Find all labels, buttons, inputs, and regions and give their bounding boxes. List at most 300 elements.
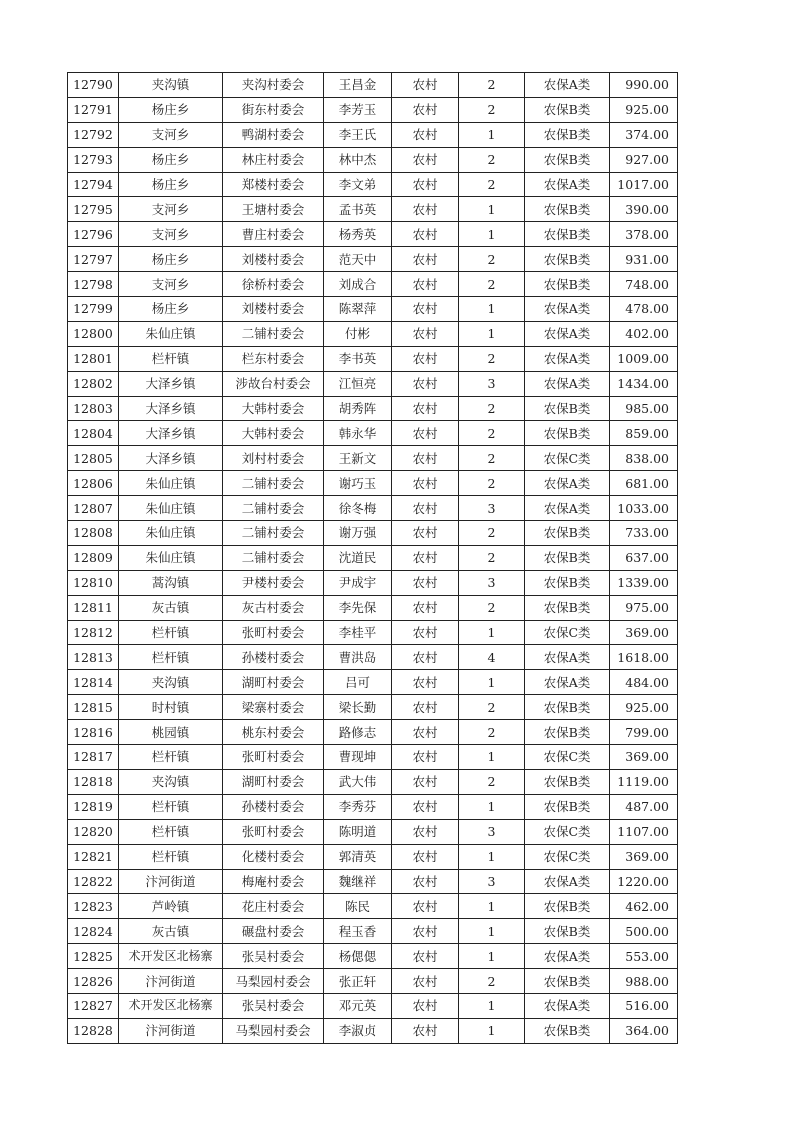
insurance-category-cell: 农保C类 <box>525 446 610 471</box>
household-count-cell: 2 <box>459 595 525 620</box>
table-row <box>68 769 678 794</box>
town-cell: 杨庄乡 <box>119 297 223 322</box>
village-committee-cell: 二铺村委会 <box>223 521 324 546</box>
village-committee-cell: 林庄村委会 <box>223 147 324 172</box>
amount-cell: 931.00 <box>610 247 678 272</box>
person-name-cell: 曹洪岛 <box>324 645 392 670</box>
area-type-cell: 农村 <box>392 969 459 994</box>
village-committee-cell: 梅庵村委会 <box>223 869 324 894</box>
insurance-category-cell: 农保B类 <box>525 247 610 272</box>
table-row <box>68 471 678 496</box>
person-name-cell: 邓元英 <box>324 993 392 1018</box>
household-count-cell: 1 <box>459 321 525 346</box>
person-name-cell: 谢万强 <box>324 521 392 546</box>
amount-cell: 1339.00 <box>610 570 678 595</box>
village-committee-cell: 徐桥村委会 <box>223 272 324 297</box>
person-name-cell: 范天中 <box>324 247 392 272</box>
amount-cell: 859.00 <box>610 421 678 446</box>
village-committee-cell: 花庄村委会 <box>223 894 324 919</box>
record-id-cell: 12815 <box>68 695 119 720</box>
household-count-cell: 1 <box>459 794 525 819</box>
town-cell: 栏杆镇 <box>119 844 223 869</box>
amount-cell: 1009.00 <box>610 346 678 371</box>
amount-cell: 462.00 <box>610 894 678 919</box>
village-committee-cell: 鸭湖村委会 <box>223 122 324 147</box>
person-name-cell: 李王氏 <box>324 122 392 147</box>
amount-cell: 925.00 <box>610 695 678 720</box>
area-type-cell: 农村 <box>392 496 459 521</box>
amount-cell: 369.00 <box>610 745 678 770</box>
table-row <box>68 969 678 994</box>
table-body <box>68 73 678 1044</box>
table-row <box>68 894 678 919</box>
person-name-cell: 李先保 <box>324 595 392 620</box>
table-row <box>68 844 678 869</box>
household-count-cell: 1 <box>459 197 525 222</box>
household-count-cell: 3 <box>459 371 525 396</box>
person-name-cell: 魏继祥 <box>324 869 392 894</box>
amount-cell: 1017.00 <box>610 172 678 197</box>
person-name-cell: 王新文 <box>324 446 392 471</box>
amount-cell: 1618.00 <box>610 645 678 670</box>
table-row <box>68 794 678 819</box>
household-count-cell: 2 <box>459 471 525 496</box>
household-count-cell: 2 <box>459 720 525 745</box>
table-row <box>68 97 678 122</box>
town-cell: 灰古镇 <box>119 595 223 620</box>
area-type-cell: 农村 <box>392 247 459 272</box>
area-type-cell: 农村 <box>392 570 459 595</box>
insurance-category-cell: 农保B类 <box>525 595 610 620</box>
table-row <box>68 545 678 570</box>
village-committee-cell: 孙楼村委会 <box>223 794 324 819</box>
amount-cell: 500.00 <box>610 919 678 944</box>
amount-cell: 516.00 <box>610 993 678 1018</box>
insurance-category-cell: 农保A类 <box>525 73 610 98</box>
village-committee-cell: 二铺村委会 <box>223 545 324 570</box>
record-id-cell: 12792 <box>68 122 119 147</box>
area-type-cell: 农村 <box>392 73 459 98</box>
insurance-category-cell: 农保B类 <box>525 197 610 222</box>
household-count-cell: 1 <box>459 894 525 919</box>
table-row <box>68 521 678 546</box>
area-type-cell: 农村 <box>392 769 459 794</box>
amount-cell: 369.00 <box>610 844 678 869</box>
household-count-cell: 2 <box>459 73 525 98</box>
area-type-cell: 农村 <box>392 670 459 695</box>
town-cell: 支河乡 <box>119 272 223 297</box>
household-count-cell: 1 <box>459 222 525 247</box>
household-count-cell: 2 <box>459 521 525 546</box>
village-committee-cell: 灰古村委会 <box>223 595 324 620</box>
person-name-cell: 张正轩 <box>324 969 392 994</box>
town-cell: 芦岭镇 <box>119 894 223 919</box>
record-id-cell: 12802 <box>68 371 119 396</box>
amount-cell: 1119.00 <box>610 769 678 794</box>
table-row <box>68 645 678 670</box>
record-id-cell: 12799 <box>68 297 119 322</box>
town-cell: 朱仙庄镇 <box>119 496 223 521</box>
town-cell: 大泽乡镇 <box>119 421 223 446</box>
table-row <box>68 993 678 1018</box>
area-type-cell: 农村 <box>392 545 459 570</box>
insurance-category-cell: 农保C类 <box>525 844 610 869</box>
village-committee-cell: 栏东村委会 <box>223 346 324 371</box>
household-count-cell: 2 <box>459 695 525 720</box>
household-count-cell: 1 <box>459 1018 525 1043</box>
area-type-cell: 农村 <box>392 620 459 645</box>
village-committee-cell: 刘村村委会 <box>223 446 324 471</box>
amount-cell: 988.00 <box>610 969 678 994</box>
village-committee-cell: 湖町村委会 <box>223 769 324 794</box>
person-name-cell: 程玉香 <box>324 919 392 944</box>
insurance-category-cell: 农保B类 <box>525 720 610 745</box>
person-name-cell: 路修志 <box>324 720 392 745</box>
record-id-cell: 12801 <box>68 346 119 371</box>
amount-cell: 369.00 <box>610 620 678 645</box>
insurance-category-cell: 农保A类 <box>525 993 610 1018</box>
person-name-cell: 郭清英 <box>324 844 392 869</box>
insurance-category-cell: 农保B类 <box>525 396 610 421</box>
household-count-cell: 1 <box>459 297 525 322</box>
insurance-category-cell: 农保A类 <box>525 172 610 197</box>
person-name-cell: 孟书英 <box>324 197 392 222</box>
area-type-cell: 农村 <box>392 944 459 969</box>
town-cell: 时村镇 <box>119 695 223 720</box>
amount-cell: 985.00 <box>610 396 678 421</box>
person-name-cell: 谢巧玉 <box>324 471 392 496</box>
town-cell: 桃园镇 <box>119 720 223 745</box>
table-row <box>68 446 678 471</box>
table-row <box>68 371 678 396</box>
area-type-cell: 农村 <box>392 794 459 819</box>
household-count-cell: 3 <box>459 869 525 894</box>
household-count-cell: 2 <box>459 247 525 272</box>
town-cell: 大泽乡镇 <box>119 371 223 396</box>
insurance-category-cell: 农保B类 <box>525 122 610 147</box>
amount-cell: 927.00 <box>610 147 678 172</box>
household-count-cell: 1 <box>459 745 525 770</box>
town-cell: 朱仙庄镇 <box>119 521 223 546</box>
record-id-cell: 12827 <box>68 993 119 1018</box>
town-cell: 术开发区北杨寨 <box>119 944 223 969</box>
area-type-cell: 农村 <box>392 595 459 620</box>
table-row <box>68 869 678 894</box>
household-count-cell: 2 <box>459 396 525 421</box>
record-id-cell: 12825 <box>68 944 119 969</box>
person-name-cell: 曹现坤 <box>324 745 392 770</box>
table-row <box>68 819 678 844</box>
record-id-cell: 12809 <box>68 545 119 570</box>
area-type-cell: 农村 <box>392 446 459 471</box>
person-name-cell: 韩永华 <box>324 421 392 446</box>
record-id-cell: 12794 <box>68 172 119 197</box>
household-count-cell: 1 <box>459 919 525 944</box>
person-name-cell: 武大伟 <box>324 769 392 794</box>
area-type-cell: 农村 <box>392 346 459 371</box>
village-committee-cell: 梁寨村委会 <box>223 695 324 720</box>
amount-cell: 487.00 <box>610 794 678 819</box>
town-cell: 杨庄乡 <box>119 147 223 172</box>
table-row <box>68 670 678 695</box>
village-committee-cell: 二铺村委会 <box>223 321 324 346</box>
table-row <box>68 695 678 720</box>
table-row <box>68 421 678 446</box>
insurance-category-cell: 农保A类 <box>525 645 610 670</box>
household-count-cell: 2 <box>459 346 525 371</box>
person-name-cell: 付彬 <box>324 321 392 346</box>
village-committee-cell: 街东村委会 <box>223 97 324 122</box>
record-id-cell: 12819 <box>68 794 119 819</box>
insurance-category-cell: 农保B类 <box>525 894 610 919</box>
household-count-cell: 2 <box>459 97 525 122</box>
record-id-cell: 12795 <box>68 197 119 222</box>
village-committee-cell: 二铺村委会 <box>223 471 324 496</box>
person-name-cell: 梁长勤 <box>324 695 392 720</box>
household-count-cell: 3 <box>459 570 525 595</box>
amount-cell: 402.00 <box>610 321 678 346</box>
village-committee-cell: 涉故台村委会 <box>223 371 324 396</box>
village-committee-cell: 夹沟村委会 <box>223 73 324 98</box>
record-id-cell: 12818 <box>68 769 119 794</box>
record-id-cell: 12817 <box>68 745 119 770</box>
town-cell: 大泽乡镇 <box>119 396 223 421</box>
household-count-cell: 2 <box>459 969 525 994</box>
insurance-category-cell: 农保A类 <box>525 869 610 894</box>
amount-cell: 838.00 <box>610 446 678 471</box>
person-name-cell: 王昌金 <box>324 73 392 98</box>
record-id-cell: 12828 <box>68 1018 119 1043</box>
town-cell: 支河乡 <box>119 122 223 147</box>
area-type-cell: 农村 <box>392 147 459 172</box>
amount-cell: 990.00 <box>610 73 678 98</box>
village-committee-cell: 刘楼村委会 <box>223 247 324 272</box>
town-cell: 朱仙庄镇 <box>119 321 223 346</box>
record-id-cell: 12821 <box>68 844 119 869</box>
person-name-cell: 吕可 <box>324 670 392 695</box>
table-row <box>68 321 678 346</box>
person-name-cell: 林中杰 <box>324 147 392 172</box>
town-cell: 大泽乡镇 <box>119 446 223 471</box>
town-cell: 杨庄乡 <box>119 97 223 122</box>
amount-cell: 478.00 <box>610 297 678 322</box>
household-count-cell: 1 <box>459 844 525 869</box>
insurance-category-cell: 农保A类 <box>525 944 610 969</box>
amount-cell: 1033.00 <box>610 496 678 521</box>
amount-cell: 378.00 <box>610 222 678 247</box>
town-cell: 夹沟镇 <box>119 670 223 695</box>
insurance-category-cell: 农保A类 <box>525 371 610 396</box>
table-row <box>68 172 678 197</box>
record-id-cell: 12822 <box>68 869 119 894</box>
village-committee-cell: 尹楼村委会 <box>223 570 324 595</box>
insurance-category-cell: 农保B类 <box>525 570 610 595</box>
insurance-category-cell: 农保A类 <box>525 346 610 371</box>
person-name-cell: 沈道民 <box>324 545 392 570</box>
area-type-cell: 农村 <box>392 97 459 122</box>
area-type-cell: 农村 <box>392 1018 459 1043</box>
village-committee-cell: 大韩村委会 <box>223 421 324 446</box>
town-cell: 栏杆镇 <box>119 645 223 670</box>
town-cell: 栏杆镇 <box>119 620 223 645</box>
insurance-category-cell: 农保A类 <box>525 297 610 322</box>
area-type-cell: 农村 <box>392 122 459 147</box>
amount-cell: 637.00 <box>610 545 678 570</box>
record-id-cell: 12793 <box>68 147 119 172</box>
area-type-cell: 农村 <box>392 993 459 1018</box>
amount-cell: 681.00 <box>610 471 678 496</box>
record-id-cell: 12790 <box>68 73 119 98</box>
village-committee-cell: 马梨园村委会 <box>223 969 324 994</box>
household-count-cell: 1 <box>459 122 525 147</box>
household-count-cell: 1 <box>459 944 525 969</box>
household-count-cell: 2 <box>459 769 525 794</box>
table-row <box>68 1018 678 1043</box>
insurance-category-cell: 农保B类 <box>525 695 610 720</box>
record-id-cell: 12805 <box>68 446 119 471</box>
area-type-cell: 农村 <box>392 819 459 844</box>
record-id-cell: 12800 <box>68 321 119 346</box>
table-row <box>68 570 678 595</box>
record-id-cell: 12824 <box>68 919 119 944</box>
household-count-cell: 4 <box>459 645 525 670</box>
insurance-category-cell: 农保B类 <box>525 421 610 446</box>
village-committee-cell: 曹庄村委会 <box>223 222 324 247</box>
amount-cell: 733.00 <box>610 521 678 546</box>
table-row <box>68 919 678 944</box>
insurance-category-cell: 农保B类 <box>525 769 610 794</box>
table-row <box>68 272 678 297</box>
record-id-cell: 12796 <box>68 222 119 247</box>
insurance-category-cell: 农保C类 <box>525 819 610 844</box>
insurance-category-cell: 农保B类 <box>525 222 610 247</box>
insurance-category-cell: 农保C类 <box>525 745 610 770</box>
town-cell: 夹沟镇 <box>119 73 223 98</box>
area-type-cell: 农村 <box>392 297 459 322</box>
record-id-cell: 12823 <box>68 894 119 919</box>
person-name-cell: 尹成宇 <box>324 570 392 595</box>
town-cell: 汴河街道 <box>119 1018 223 1043</box>
insurance-category-cell: 农保A类 <box>525 670 610 695</box>
insurance-category-cell: 农保B类 <box>525 147 610 172</box>
person-name-cell: 杨秀英 <box>324 222 392 247</box>
area-type-cell: 农村 <box>392 172 459 197</box>
insurance-category-cell: 农保B类 <box>525 969 610 994</box>
record-id-cell: 12804 <box>68 421 119 446</box>
person-name-cell: 陈明道 <box>324 819 392 844</box>
person-name-cell: 江恒亮 <box>324 371 392 396</box>
record-id-cell: 12814 <box>68 670 119 695</box>
town-cell: 汴河街道 <box>119 869 223 894</box>
town-cell: 杨庄乡 <box>119 247 223 272</box>
insurance-category-cell: 农保A类 <box>525 471 610 496</box>
record-id-cell: 12798 <box>68 272 119 297</box>
town-cell: 朱仙庄镇 <box>119 545 223 570</box>
record-id-cell: 12811 <box>68 595 119 620</box>
person-name-cell: 李芳玉 <box>324 97 392 122</box>
household-count-cell: 3 <box>459 819 525 844</box>
area-type-cell: 农村 <box>392 919 459 944</box>
table-row <box>68 197 678 222</box>
village-committee-cell: 郑楼村委会 <box>223 172 324 197</box>
amount-cell: 484.00 <box>610 670 678 695</box>
area-type-cell: 农村 <box>392 869 459 894</box>
town-cell: 栏杆镇 <box>119 819 223 844</box>
table-row <box>68 222 678 247</box>
household-count-cell: 2 <box>459 446 525 471</box>
amount-cell: 553.00 <box>610 944 678 969</box>
insurance-category-cell: 农保A类 <box>525 321 610 346</box>
town-cell: 支河乡 <box>119 222 223 247</box>
area-type-cell: 农村 <box>392 894 459 919</box>
insurance-category-cell: 农保C类 <box>525 620 610 645</box>
village-committee-cell: 刘楼村委会 <box>223 297 324 322</box>
amount-cell: 925.00 <box>610 97 678 122</box>
record-id-cell: 12797 <box>68 247 119 272</box>
person-name-cell: 李书英 <box>324 346 392 371</box>
area-type-cell: 农村 <box>392 222 459 247</box>
amount-cell: 975.00 <box>610 595 678 620</box>
town-cell: 术开发区北杨寨 <box>119 993 223 1018</box>
town-cell: 汴河街道 <box>119 969 223 994</box>
household-count-cell: 2 <box>459 147 525 172</box>
person-name-cell: 陈翠萍 <box>324 297 392 322</box>
table-row <box>68 496 678 521</box>
insurance-category-cell: 农保A类 <box>525 496 610 521</box>
record-id-cell: 12826 <box>68 969 119 994</box>
household-count-cell: 3 <box>459 496 525 521</box>
household-count-cell: 2 <box>459 172 525 197</box>
household-count-cell: 1 <box>459 993 525 1018</box>
area-type-cell: 农村 <box>392 421 459 446</box>
amount-cell: 1107.00 <box>610 819 678 844</box>
record-id-cell: 12807 <box>68 496 119 521</box>
insurance-category-cell: 农保B类 <box>525 794 610 819</box>
area-type-cell: 农村 <box>392 371 459 396</box>
town-cell: 支河乡 <box>119 197 223 222</box>
area-type-cell: 农村 <box>392 321 459 346</box>
table-row <box>68 720 678 745</box>
insurance-category-cell: 农保B类 <box>525 272 610 297</box>
area-type-cell: 农村 <box>392 720 459 745</box>
insurance-category-cell: 农保B类 <box>525 919 610 944</box>
table-row <box>68 122 678 147</box>
village-committee-cell: 张吴村委会 <box>223 944 324 969</box>
household-count-cell: 2 <box>459 272 525 297</box>
village-committee-cell: 碾盘村委会 <box>223 919 324 944</box>
town-cell: 夹沟镇 <box>119 769 223 794</box>
town-cell: 杨庄乡 <box>119 172 223 197</box>
area-type-cell: 农村 <box>392 396 459 421</box>
amount-cell: 390.00 <box>610 197 678 222</box>
table-row <box>68 346 678 371</box>
area-type-cell: 农村 <box>392 745 459 770</box>
village-committee-cell: 二铺村委会 <box>223 496 324 521</box>
village-committee-cell: 张町村委会 <box>223 745 324 770</box>
amount-cell: 748.00 <box>610 272 678 297</box>
village-committee-cell: 张町村委会 <box>223 620 324 645</box>
amount-cell: 799.00 <box>610 720 678 745</box>
person-name-cell: 李桂平 <box>324 620 392 645</box>
amount-cell: 1220.00 <box>610 869 678 894</box>
person-name-cell: 杨偲偲 <box>324 944 392 969</box>
area-type-cell: 农村 <box>392 272 459 297</box>
area-type-cell: 农村 <box>392 844 459 869</box>
record-id-cell: 12810 <box>68 570 119 595</box>
person-name-cell: 胡秀阵 <box>324 396 392 421</box>
record-id-cell: 12813 <box>68 645 119 670</box>
area-type-cell: 农村 <box>392 521 459 546</box>
